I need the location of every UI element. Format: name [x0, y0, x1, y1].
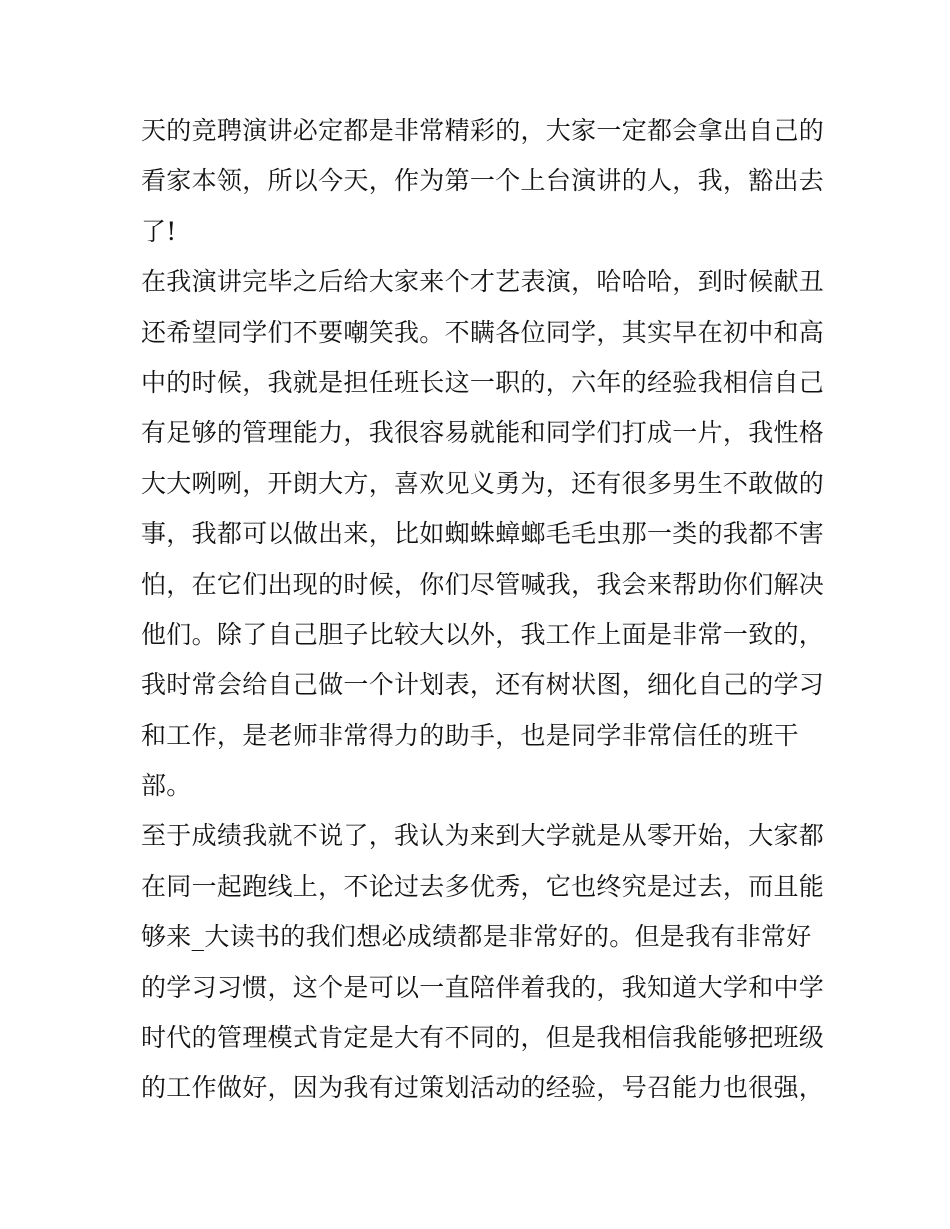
text-line: 时代的管理模式肯定是大有不同的，但是我相信我能够把班级 [141, 1023, 825, 1053]
text-line: 事，我都可以做出来，比如蜘蛛蟑螂毛毛虫那一类的我都不害 [141, 519, 825, 549]
text-line: 够来_大读书的我们想必成绩都是非常好的。但是我有非常好 [141, 922, 812, 952]
text-line: 在同一起跑线上，不论过去多优秀，它也终究是过去，而且能 [141, 871, 825, 901]
text-line: 我时常会给自己做一个计划表，还有树状图，细化自己的学习 [141, 670, 825, 700]
text-line: 他们。除了自己胆子比较大以外，我工作上面是非常一致的， [141, 619, 825, 649]
text-line: 的学习习惯，这个是可以一直陪伴着我的，我知道大学和中学 [141, 972, 825, 1002]
text-line: 和工作，是老师非常得力的助手，也是同学非常信任的班干 [141, 720, 799, 750]
text-line: 的工作做好，因为我有过策划活动的经验，号召能力也很强， [141, 1073, 825, 1103]
text-line: 有足够的管理能力，我很容易就能和同学们打成一片，我性格 [141, 418, 825, 448]
text-line: 天的竞聘演讲必定都是非常精彩的，大家一定都会拿出自己的 [141, 116, 825, 145]
text-line: 了! [141, 216, 177, 246]
paragraph-1 [141, 106, 825, 257]
paragraph-3 [141, 811, 825, 1113]
text-line: 至于成绩我就不说了，我认为来到大学就是从零开始，大家都 [141, 821, 825, 851]
paragraph-2 [141, 257, 825, 811]
document-body [141, 106, 825, 1114]
text-line: 中的时候，我就是担任班长这一职的，六年的经验我相信自己 [141, 367, 825, 397]
text-line: 大大咧咧，开朗大方，喜欢见义勇为，还有很多男生不敢做的 [141, 468, 825, 498]
text-line: 在我演讲完毕之后给大家来个才艺表演，哈哈哈，到时候献丑 [141, 267, 825, 297]
text-line: 部。 [141, 771, 192, 801]
text-line: 看家本领，所以今天，作为第一个上台演讲的人，我，豁出去 [141, 166, 825, 196]
text-line: 怕，在它们出现的时候，你们尽管喊我，我会来帮助你们解决 [141, 569, 825, 599]
text-line: 还希望同学们不要嘲笑我。不瞒各位同学，其实早在初中和高 [141, 317, 825, 347]
